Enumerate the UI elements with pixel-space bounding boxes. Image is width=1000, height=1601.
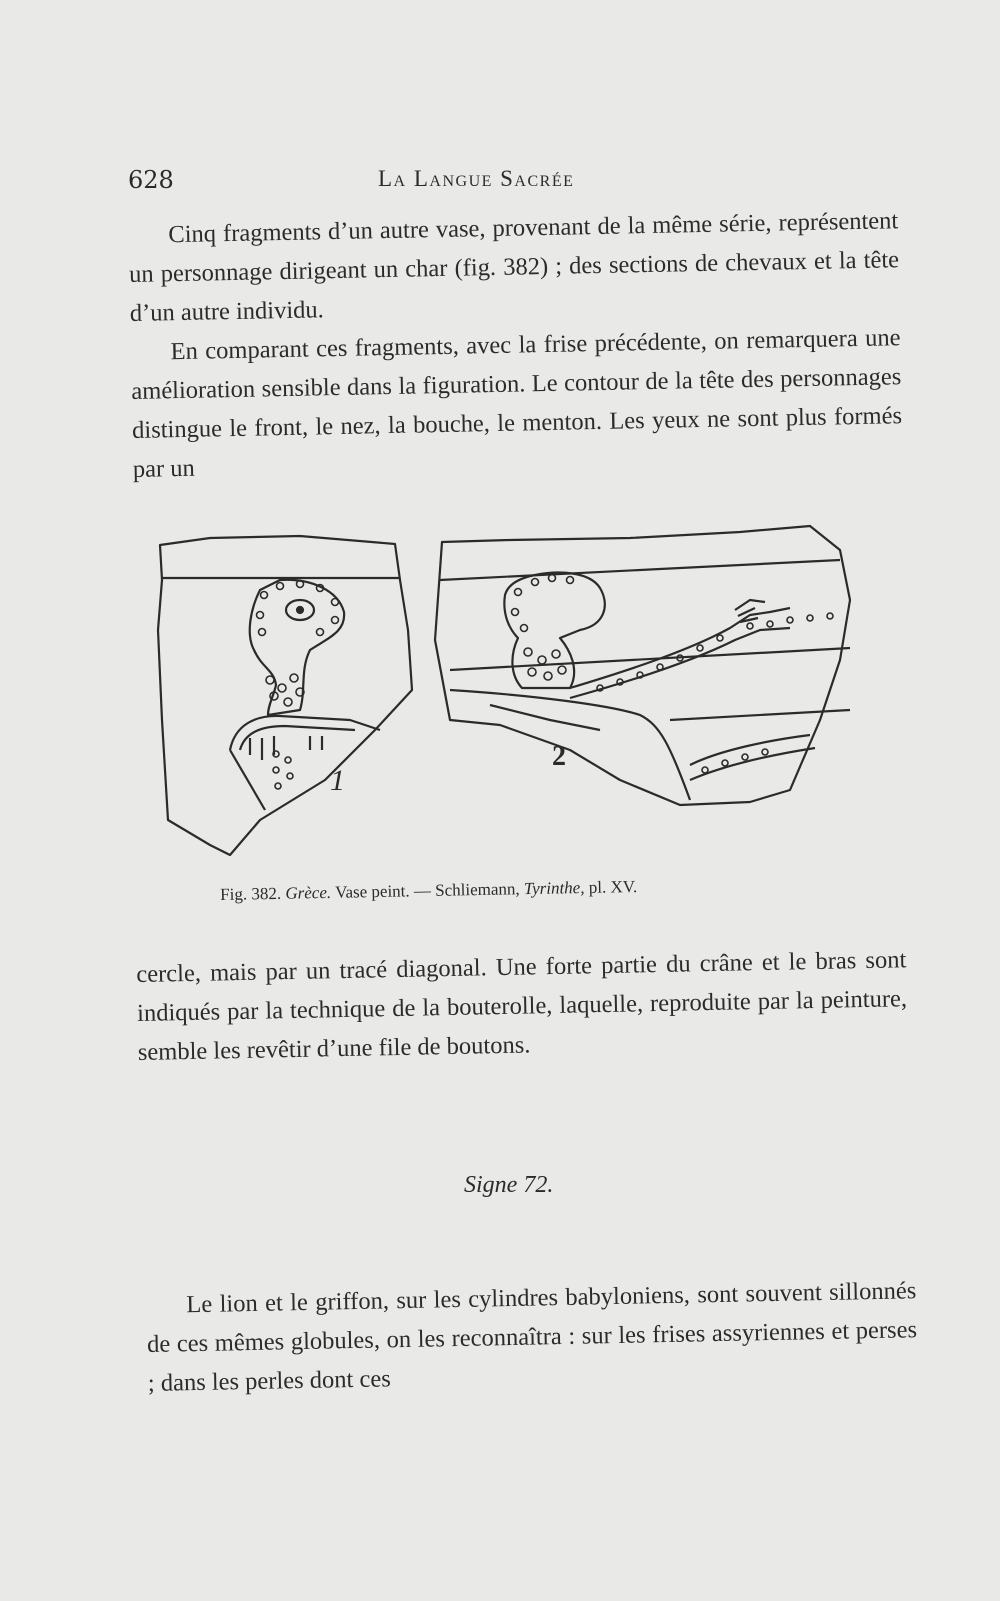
- figure-label-1: 1: [330, 764, 345, 797]
- caption-work: Tyrinthe,: [523, 878, 585, 899]
- caption-plate: pl. XV.: [588, 876, 638, 897]
- page-header: [128, 166, 898, 200]
- caption-place: Grèce.: [285, 882, 332, 903]
- fragment-1-outline: [158, 536, 412, 855]
- paragraph: cercle, mais par un tracé diagonal. Une forte partie du crâne et le bras sont indiqués par la technique de la bouterolle, laquelle, reproduite par la peinture, semble les revêtir d’une file de boutons.: [136, 946, 908, 1066]
- section-title: Signe 72.: [464, 1172, 554, 1198]
- vase-fragments-illustration: [150, 520, 870, 880]
- body-text-bottom: [146, 1271, 918, 1403]
- page-number: 628: [128, 166, 174, 194]
- running-title: La Langue Sacrée: [378, 166, 575, 191]
- caption-source: — Schliemann,: [413, 879, 520, 901]
- paragraph: Le lion et le griffon, sur les cylindres babyloniens, sont souvent sillonnés de ces mêmes globules, on les reconnaîtra : sur les frises assyriennes et perses ; dans les perles dont ces: [146, 1277, 918, 1397]
- paragraph: En comparant ces fragments, avec la frise précédente, on remarquera une amélioration sensible dans la figuration. Le contour de la tête des personnages distingue le front, le nez, la bouche, le menton. Les yeux ne sont plus formés par un: [131, 324, 903, 483]
- figure-caption: [220, 877, 637, 905]
- paragraph: Cinq fragments d’un autre vase, provenant de la même série, représentent un personnage dirigeant un char (fig. 382) ; des sections de chevaux et la tête d’un autre individu.: [128, 207, 900, 327]
- caption-fig: Fig. 382.: [220, 883, 282, 904]
- caption-object: Vase peint.: [334, 881, 410, 902]
- figure-label-2: 2: [552, 741, 566, 772]
- body-text-top: [128, 201, 903, 489]
- body-text-middle: [136, 940, 908, 1072]
